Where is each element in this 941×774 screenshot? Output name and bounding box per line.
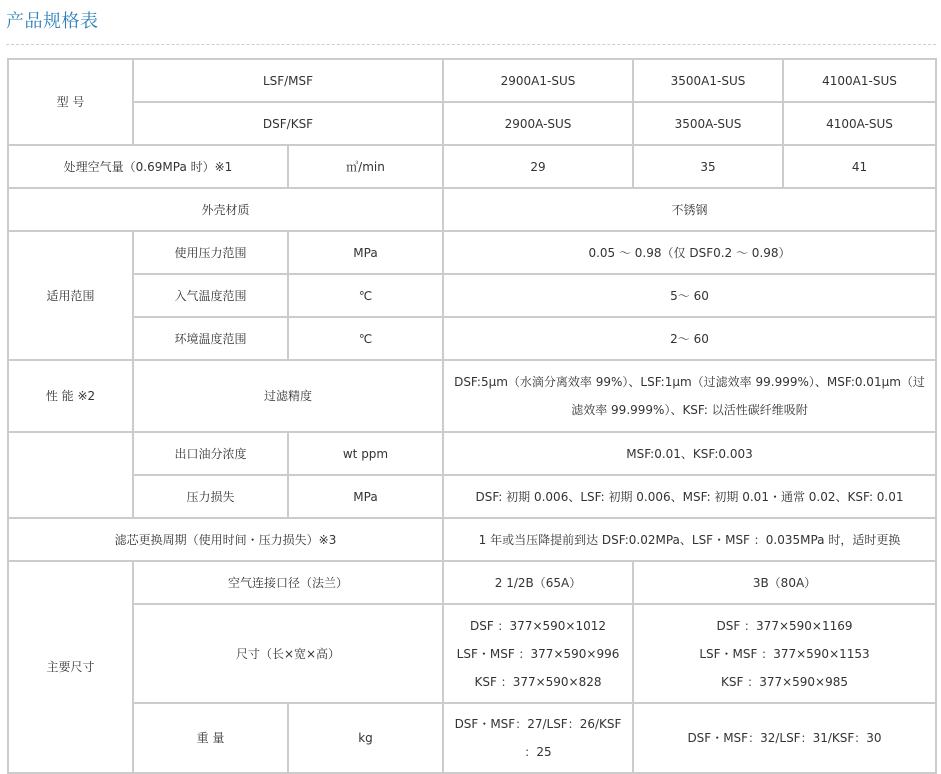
airflow-unit: ㎥/min xyxy=(288,145,443,188)
connection-value: 2 1/2B（65A） xyxy=(443,561,633,604)
table-row xyxy=(8,561,936,604)
table-row xyxy=(8,59,936,102)
pressure-range-unit: MPa xyxy=(288,231,443,274)
size-line: KSF ：377×590×985 xyxy=(720,674,849,689)
size-values xyxy=(443,604,633,703)
lsf-series-label: LSF/MSF xyxy=(133,59,443,102)
table-row xyxy=(8,703,936,773)
oil-label: 出口油分浓度 xyxy=(133,432,288,475)
weight-unit: kg xyxy=(288,703,443,773)
table-row xyxy=(8,518,936,561)
replacement-value: 1 年或当压降提前到达 DSF:0.02MPa、LSF・MSF ：0.035MPa 时，适时更换 xyxy=(443,518,936,561)
connection-value: 3B（80A） xyxy=(633,561,936,604)
table-row xyxy=(8,604,936,703)
table-row xyxy=(8,231,936,274)
model-cell: 2900A-SUS xyxy=(443,102,633,145)
table-row xyxy=(8,102,936,145)
range-label: 适用范围 xyxy=(8,231,133,360)
housing-value: 不锈钢 xyxy=(443,188,936,231)
model-cell: 3500A1-SUS xyxy=(633,59,783,102)
precision-value xyxy=(443,360,936,432)
size-line: KSF ：377×590×828 xyxy=(474,674,602,689)
ambient-temp-value: 2〜 60 xyxy=(443,317,936,360)
ambient-temp-unit: ℃ xyxy=(288,317,443,360)
page-title: 产品规格表 xyxy=(6,11,99,32)
performance-label: 性 能 ※2 xyxy=(8,360,133,432)
oil-value: MSF:0.01、KSF:0.003 xyxy=(443,432,936,475)
model-label: 型 号 xyxy=(8,59,133,145)
spec-table xyxy=(7,58,937,774)
pressure-range-label: 使用压力范围 xyxy=(133,231,288,274)
table-row xyxy=(8,188,936,231)
weight-values xyxy=(443,703,633,773)
dimensions-label: 主要尺寸 xyxy=(8,561,133,773)
table-row xyxy=(8,317,936,360)
model-cell: 4100A1-SUS xyxy=(783,59,936,102)
table-row xyxy=(8,475,936,518)
oil-unit: wt ppm xyxy=(288,432,443,475)
size-line: DSF ：377×590×1169 xyxy=(716,618,853,633)
pressure-loss-unit: MPa xyxy=(288,475,443,518)
size-label: 尺寸（长×宽×高） xyxy=(133,604,443,703)
size-line: LSF・MSF ：377×590×1153 xyxy=(699,646,870,661)
connection-label: 空气连接口径（法兰） xyxy=(133,561,443,604)
airflow-label: 处理空气量（0.69MPa 时）※1 xyxy=(8,145,288,188)
inlet-temp-unit: ℃ xyxy=(288,274,443,317)
model-cell: 4100A-SUS xyxy=(783,102,936,145)
pressure-loss-label: 压力损失 xyxy=(133,475,288,518)
replacement-label: 滤芯更换周期（使用时间・压力损失）※3 xyxy=(8,518,443,561)
size-line: DSF ：377×590×1012 xyxy=(469,618,607,633)
title-divider xyxy=(6,44,936,45)
airflow-value: 29 xyxy=(443,145,633,188)
precision-line: 滤效率 99.999%）、KSF: 以活性碳纤维吸附 xyxy=(571,403,808,417)
weight-value: DSF・MSF：32/LSF：31/KSF：30 xyxy=(633,703,936,773)
table-row xyxy=(8,145,936,188)
ambient-temp-label: 环境温度范围 xyxy=(133,317,288,360)
airflow-value: 35 xyxy=(633,145,783,188)
precision-line: DSF:5μm（水滴分离效率 99%）、LSF:1μm（过滤效率 99.999%）、MSF:0.01μm（过 xyxy=(454,375,925,389)
weight-label: 重 量 xyxy=(133,703,288,773)
size-values xyxy=(633,604,936,703)
pressure-range-value: 0.05 〜 0.98（仅 DSF0.2 ～ 0.98） xyxy=(443,231,936,274)
precision-label: 过滤精度 xyxy=(133,360,443,432)
weight-line: ：25 xyxy=(524,745,552,759)
table-row xyxy=(8,432,936,475)
model-cell: 2900A1-SUS xyxy=(443,59,633,102)
table-row xyxy=(8,274,936,317)
housing-label: 外壳材质 xyxy=(8,188,443,231)
inlet-temp-label: 入气温度范围 xyxy=(133,274,288,317)
table-row xyxy=(8,360,936,432)
size-line: LSF・MSF ：377×590×996 xyxy=(456,646,620,661)
performance-blank xyxy=(8,432,133,518)
airflow-value: 41 xyxy=(783,145,936,188)
dsf-series-label: DSF/KSF xyxy=(133,102,443,145)
pressure-loss-value: DSF: 初期 0.006、LSF: 初期 0.006、MSF: 初期 0.01・通常 0.02、KSF: 0.01 xyxy=(443,475,936,518)
inlet-temp-value: 5〜 60 xyxy=(443,274,936,317)
weight-line: DSF・MSF：27/LSF：26/KSF xyxy=(454,717,622,731)
model-cell: 3500A-SUS xyxy=(633,102,783,145)
